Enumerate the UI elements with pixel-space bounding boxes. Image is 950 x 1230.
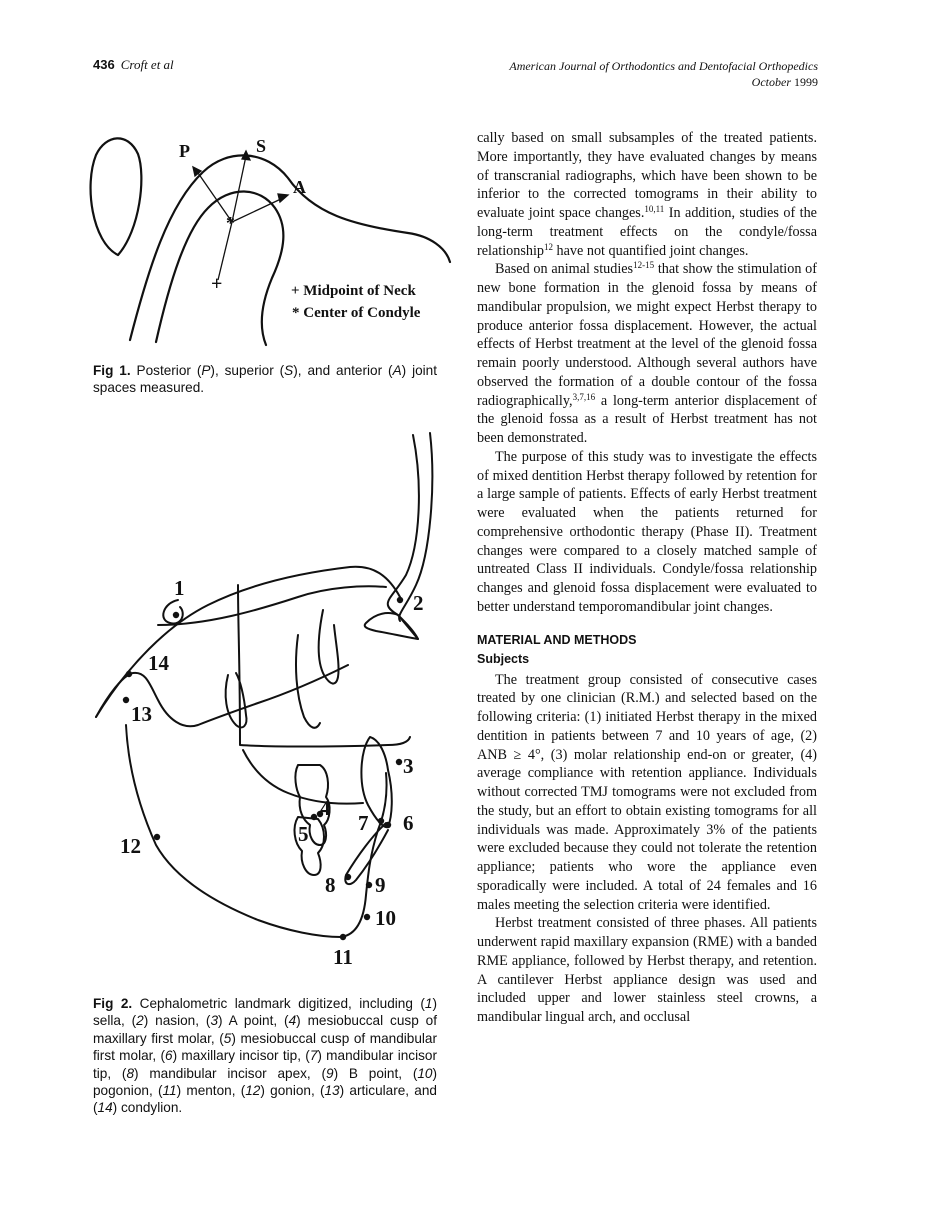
figure-1-caption	[93, 362, 437, 397]
landmark-number: 14	[148, 651, 169, 675]
label-a: A	[293, 177, 306, 197]
condyle-center-marker: *	[226, 213, 235, 233]
paragraph: cally based on small subsamples of the treated patients. More importantly, they have evaluated changes by means of transcranial radiographs, which have been shown to be inferior to the corrected tomograms in their ability to evaluate joint space changes.$^{10,11}$ In addition, studies of the long-term treatment effects on the condyle/fossa relationship$^{12}$ have not quantified joint changes.	[477, 130, 817, 259]
orbit-outline	[319, 610, 339, 684]
caption-italic: 3	[210, 1013, 218, 1029]
landmark-dot	[385, 822, 391, 828]
caption-text: ) pogonion, (	[93, 1065, 437, 1099]
paragraph: Based on animal studies$^{12-15}$ that show the stimulation of new bone formation in the glenoid fossa by means of mandibular propulsion, we might expect Herbst therapy to produce anterior fossa displacement. However, the actual effects of Herbst treatment at the level of the glenoid fossa remain poorly understood. Although several authors have observed the formation of a double contour of the fossa radiographically,$^{3,7,16}$ a long-term anterior displacement of the glenoid fossa as a result of Herbst treatment has not been demonstrated.	[477, 260, 817, 446]
authors: Croft et al	[120, 57, 174, 72]
landmark-dot	[345, 874, 351, 880]
landmark-dot	[397, 597, 403, 603]
caption-italic: 2	[136, 1013, 144, 1029]
issue-month: October	[751, 75, 791, 89]
fig2-outlines	[96, 433, 432, 937]
citation: 12	[543, 241, 553, 252]
landmark-dot	[364, 914, 370, 920]
landmark-number: 9	[375, 873, 386, 897]
caption-italic: 11	[162, 1083, 177, 1099]
caption-italic: 13	[324, 1083, 340, 1099]
caption-italic: S	[284, 363, 294, 378]
neck-midpoint-marker: +	[211, 273, 223, 295]
caption-text: ) joint spaces measured.	[93, 363, 438, 396]
caption-italic: 6	[165, 1048, 173, 1064]
caption-text: ) menton, (	[176, 1083, 246, 1099]
caption-text: ) mesiobuccal cusp of mandibular first molar, (	[93, 1030, 437, 1064]
caption-italic: 12	[245, 1083, 261, 1099]
landmark-number: 1	[174, 576, 185, 600]
ear-canal-outline	[91, 138, 142, 255]
figure-1-joint-spaces	[88, 130, 458, 350]
subsection-heading: Subjects	[477, 651, 530, 666]
fig1-measure-lines	[193, 151, 288, 280]
caption-text: ) mandibular incisor apex, (	[134, 1065, 327, 1081]
caption-text: ) B point, (	[333, 1065, 418, 1081]
ramus-inner-outline	[226, 673, 247, 727]
caption-text: ), and anterior (	[293, 363, 393, 378]
citation: 12-15	[633, 260, 655, 271]
running-header-right	[509, 58, 818, 90]
landmark-number: 6	[403, 811, 414, 835]
landmark-number: 11	[333, 945, 353, 969]
landmark-number: 4	[320, 796, 331, 820]
pterygoid-outline	[296, 635, 320, 728]
citation: 10,11	[644, 204, 665, 214]
caption-italic: P	[201, 363, 211, 378]
caption-italic: 5	[223, 1030, 232, 1046]
landmark-number: 7	[358, 811, 369, 835]
issue-year: 1999	[794, 75, 818, 89]
legend-neck: + Midpoint of Neck	[291, 283, 416, 299]
landmark-number: 12	[120, 834, 141, 858]
palate-outline	[243, 750, 363, 804]
figure-2-cephalometric-tracing	[88, 425, 453, 970]
caption-italic: 1	[424, 996, 433, 1011]
caption-text: ) A point, (	[218, 1013, 289, 1029]
label-s: S	[256, 136, 267, 156]
cranial-base-inner	[158, 586, 386, 625]
running-header-left	[93, 57, 174, 73]
landmark-dot	[340, 934, 346, 940]
citation: 3,7,16	[572, 391, 596, 402]
maxilla-outline	[238, 585, 410, 747]
journal-name: American Journal of Orthodontics and Dentofacial Orthopedics	[509, 59, 818, 73]
legend-condyle: * Center of Condyle	[292, 305, 421, 321]
landmark-number: 10	[375, 906, 396, 930]
nasion-region	[365, 613, 418, 639]
arrow-anterior	[278, 194, 288, 202]
caption-italic: 8	[126, 1065, 135, 1081]
paragraph: The treatment group consisted of consecutive cases treated by one clinician (R.M.) and selected based on the following criteria: (1) initiated Herbst therapy in the mixed dentition in patients between 7 and 10 years of age, (2) ANB ≥ 4°, (3) molar relationship end-on or greater, (4) average compliance with retention appliance. Individuals without corrected TMJ tomograms were not excluded from the study, but an effort to obtain existing tomograms for all individuals was made. Approximately 3% of the patients were excluded because they could not tolerate the retention appliance; patients who wore the appliance even sporadically were included. A total of 24 females and 16 males meeting the selection criteria were identified.	[477, 671, 817, 913]
caption-text: ) mesiobuccal cusp of maxillary first molar, (	[93, 1013, 437, 1046]
caption-text: ) mandibular incisor tip, (	[93, 1048, 438, 1081]
cranial-base-upper	[96, 567, 400, 717]
sella-turcica	[163, 600, 182, 623]
caption-text: ) condylion.	[112, 1100, 183, 1116]
figure-2-caption	[93, 995, 437, 1117]
landmark-dot	[173, 612, 179, 618]
caption-italic: A	[392, 363, 402, 378]
landmark-dot	[378, 818, 384, 824]
landmark-dot	[123, 697, 129, 703]
caption-italic: 4	[288, 1013, 297, 1029]
caption-text: ) maxillary incisor tip, (	[172, 1048, 310, 1064]
landmark-number: 3	[403, 754, 414, 778]
caption-text: Posterior (	[130, 363, 202, 378]
caption-label: Fig 2.	[93, 996, 133, 1011]
caption-text: Cephalometric landmark digitized, including (	[132, 996, 425, 1011]
paragraph: The purpose of this study was to investigate the effects of mixed dentition Herbst therapy followed by retention for a large sample of patients. Effects of early Herbst treatment were evaluated when the patients returned for comprehensive orthodontic therapy (Phase II). Treatment changes were compared to a closely matched sample of untreated Class II individuals. Condyle/fossa relationship changes and glenoid fossa displacement were evaluated to better understand temporomandibular joint changes.	[477, 448, 817, 615]
landmark-number: 5	[298, 822, 309, 846]
landmark-number: 13	[131, 702, 152, 726]
caption-italic: 7	[309, 1048, 318, 1064]
landmark-number: 8	[325, 873, 336, 897]
body-text-column	[477, 129, 817, 1027]
caption-italic: 14	[97, 1100, 113, 1116]
caption-italic: 10	[417, 1065, 433, 1081]
landmark-dot	[126, 671, 132, 677]
section-heading: MATERIAL AND METHODS	[477, 632, 637, 647]
page-number: 436	[93, 57, 115, 72]
caption-italic: 9	[326, 1065, 334, 1081]
landmark-dot	[366, 882, 372, 888]
landmark-number: 2	[413, 591, 424, 615]
landmark-dot	[154, 834, 160, 840]
paragraph: Herbst treatment consisted of three phases. All patients underwent rapid maxillary expansion (RME) with a banded RME appliance, followed by Herbst therapy, and retention. A cantilever Herbst appliance design was used and included upper and lower stainless steel crowns, a mandibular lingual arch, and occlusal	[477, 915, 817, 1025]
label-p: P	[179, 141, 190, 161]
landmark-dot	[396, 759, 402, 765]
condyle-outline	[156, 191, 283, 345]
caption-text: ) sella, (	[93, 996, 437, 1029]
caption-label: Fig 1.	[93, 363, 131, 378]
caption-text: ) gonion, (	[260, 1083, 325, 1099]
landmark-dot	[311, 814, 317, 820]
caption-text: ), superior (	[210, 363, 285, 378]
caption-text: ) nasion, (	[143, 1013, 211, 1029]
caption-text: ) articulare, and (	[93, 1083, 437, 1116]
